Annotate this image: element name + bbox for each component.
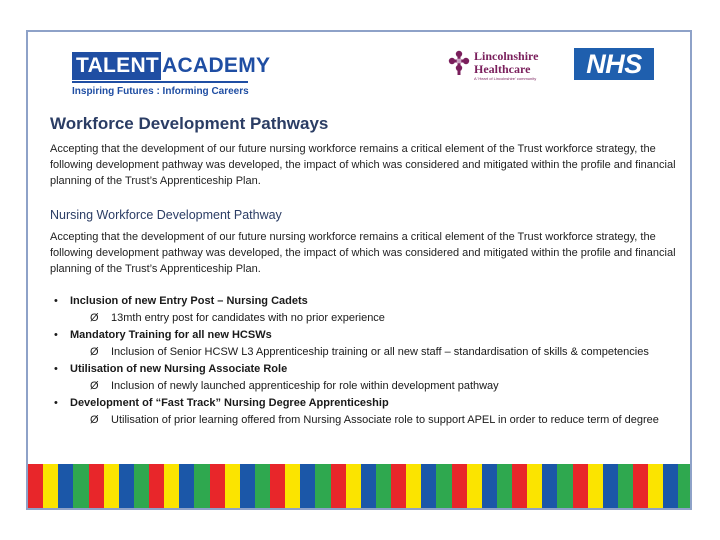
colour-stripe [618,464,633,510]
list-item-label: Inclusion of new Entry Post – Nursing Cadets [70,295,308,307]
colour-stripe [346,464,361,510]
list-subitem-text: 13mth entry post for candidates with no prior experience [111,312,385,324]
colour-stripe [436,464,451,510]
main-content [50,112,690,429]
colour-stripe [58,464,73,510]
talent-logo-part1: TALENT [72,52,161,80]
colour-stripe [633,464,648,510]
arrow-icon: Ø [90,312,99,324]
arrow-icon: Ø [90,380,99,392]
colour-stripe [406,464,421,510]
list-subitem-text: Inclusion of newly launched apprenticeship for role within development pathway [111,380,499,392]
list-item [50,395,690,412]
colour-stripe [270,464,285,510]
colour-stripe [648,464,663,510]
colour-stripe [376,464,391,510]
colour-stripe [119,464,134,510]
colour-stripe [482,464,497,510]
list-subitem-text: Inclusion of Senior HCSW L3 Apprenticeship training or all new staff – standardisation of skills & competencies [111,346,649,358]
colour-stripe [285,464,300,510]
colour-stripe [603,464,618,510]
colour-stripe [467,464,482,510]
colour-stripe [391,464,406,510]
list-subitem [50,310,690,327]
section-subtitle: Nursing Workforce Development Pathway [50,208,282,222]
colour-stripe [678,464,692,510]
colour-stripe [164,464,179,510]
lincs-cross-icon [448,50,470,76]
colour-stripe [588,464,603,510]
list-item-label: Development of “Fast Track” Nursing Degree Apprenticeship [70,397,389,409]
colour-stripe [452,464,467,510]
colour-stripe [361,464,376,510]
pathway-list [50,293,690,429]
colour-stripe [315,464,330,510]
colour-stripe [542,464,557,510]
talent-logo-rule [72,81,248,83]
list-item [50,327,690,344]
talent-logo-part2: ACADEMY [162,54,271,77]
list-subitem [50,412,690,429]
colour-stripe [149,464,164,510]
colour-stripe [331,464,346,510]
colour-stripe [663,464,678,510]
list-item [50,293,690,310]
talent-logo-tagline: Inspiring Futures : Informing Careers [72,86,249,97]
lincs-name-line1: Lincolnshire [474,49,539,63]
colour-stripe [527,464,542,510]
list-item-label: Mandatory Training for all new HCSWs [70,329,272,341]
lincs-tagline: A 'Heart of Lincolnshire' community [474,76,537,81]
colour-stripe [89,464,104,510]
slide-frame [26,30,692,510]
colour-stripe [194,464,209,510]
talent-academy-logo [72,52,270,97]
list-subitem-text: Utilisation of prior learning offered from Nursing Associate role to support APEL in order to reduce term of degree [111,414,659,426]
bullet-icon: • [54,329,58,341]
colour-stripe-band [28,464,692,510]
colour-stripe [573,464,588,510]
colour-stripe [179,464,194,510]
lincolnshire-healthcare-logo [448,50,538,82]
arrow-icon: Ø [90,346,99,358]
bullet-icon: • [54,397,58,409]
colour-stripe [300,464,315,510]
colour-stripe [421,464,436,510]
bullet-icon: • [54,295,58,307]
section-paragraph: Accepting that the development of our future nursing workforce remains a critical element of the Trust workforce strategy, the following development pathway was developed, the impact of which was considered and mitigated within the profile and financial planning of the Trust’s Apprenticeship Plan. [50,231,676,275]
colour-stripe [512,464,527,510]
colour-stripe [240,464,255,510]
colour-stripe [73,464,88,510]
list-item [50,361,690,378]
colour-stripe [104,464,119,510]
colour-stripe [134,464,149,510]
colour-stripe [255,464,270,510]
list-item-label: Utilisation of new Nursing Associate Role [70,363,288,375]
arrow-icon: Ø [90,414,99,426]
colour-stripe [28,464,43,510]
nhs-logo: NHS [574,48,654,80]
colour-stripe [557,464,572,510]
list-subitem [50,344,690,361]
list-subitem [50,378,690,395]
page-title: Workforce Development Pathways [50,114,329,133]
colour-stripe [225,464,240,510]
intro-paragraph: Accepting that the development of our future nursing workforce remains a critical element of the Trust workforce strategy, the following development pathway was developed, the impact of which was considered and mitigated within the profile and financial planning of the Trust’s Apprenticeship Plan. [50,143,676,187]
colour-stripe [210,464,225,510]
bullet-icon: • [54,363,58,375]
colour-stripe [43,464,58,510]
colour-stripe [497,464,512,510]
lincs-name-line2: Healthcare [474,62,531,76]
